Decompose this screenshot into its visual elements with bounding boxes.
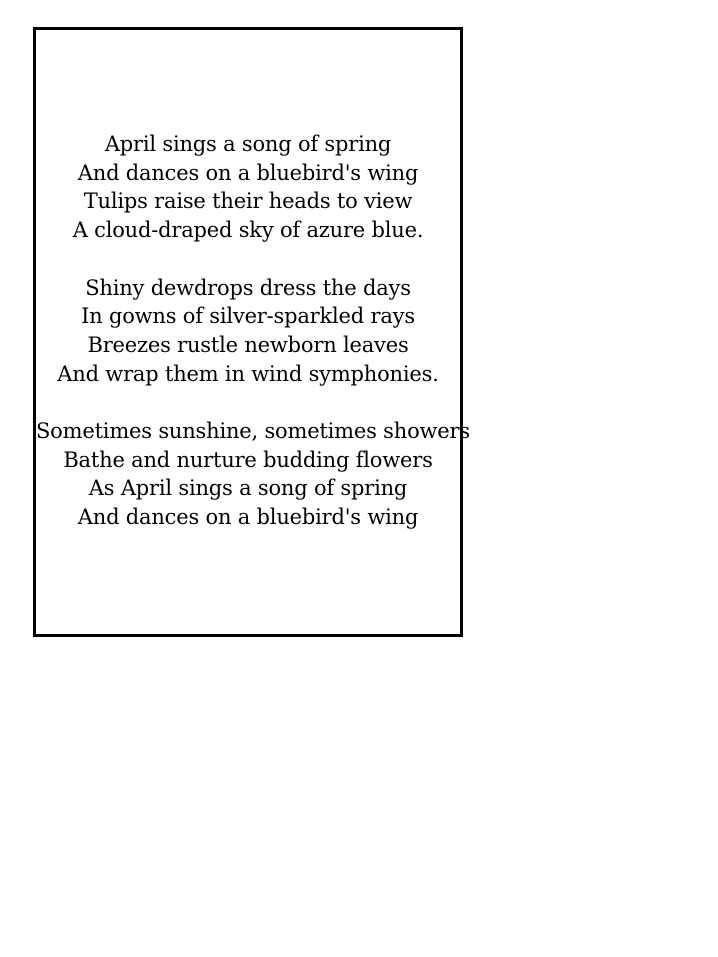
- poem-line: Tulips raise their heads to view: [83, 189, 413, 214]
- stanza-1: [36, 130, 460, 245]
- poem-line: And dances on a bluebird's wing: [77, 160, 419, 185]
- poem-line: A cloud-draped sky of azure blue.: [72, 218, 424, 243]
- poem-line: And wrap them in wind symphonies.: [57, 361, 439, 386]
- stanza-2: [36, 274, 460, 389]
- poem-line: Sometimes sunshine, sometimes showers: [36, 419, 470, 443]
- poem-line: April sings a song of spring: [104, 132, 392, 156]
- poem-line: In gowns of silver-sparkled rays: [81, 304, 415, 329]
- poem-line: Bathe and nurture budding flowers: [63, 447, 433, 472]
- poem-line: Breezes rustle newborn leaves: [87, 332, 409, 357]
- poem-card: [33, 27, 470, 637]
- poem-line: And dances on a bluebird's wing: [77, 505, 419, 530]
- stanza-3: [36, 417, 470, 532]
- poem-line: As April sings a song of spring: [88, 476, 408, 501]
- poem-text: [36, 130, 470, 532]
- poem-line: Shiny dewdrops dress the days: [85, 275, 411, 300]
